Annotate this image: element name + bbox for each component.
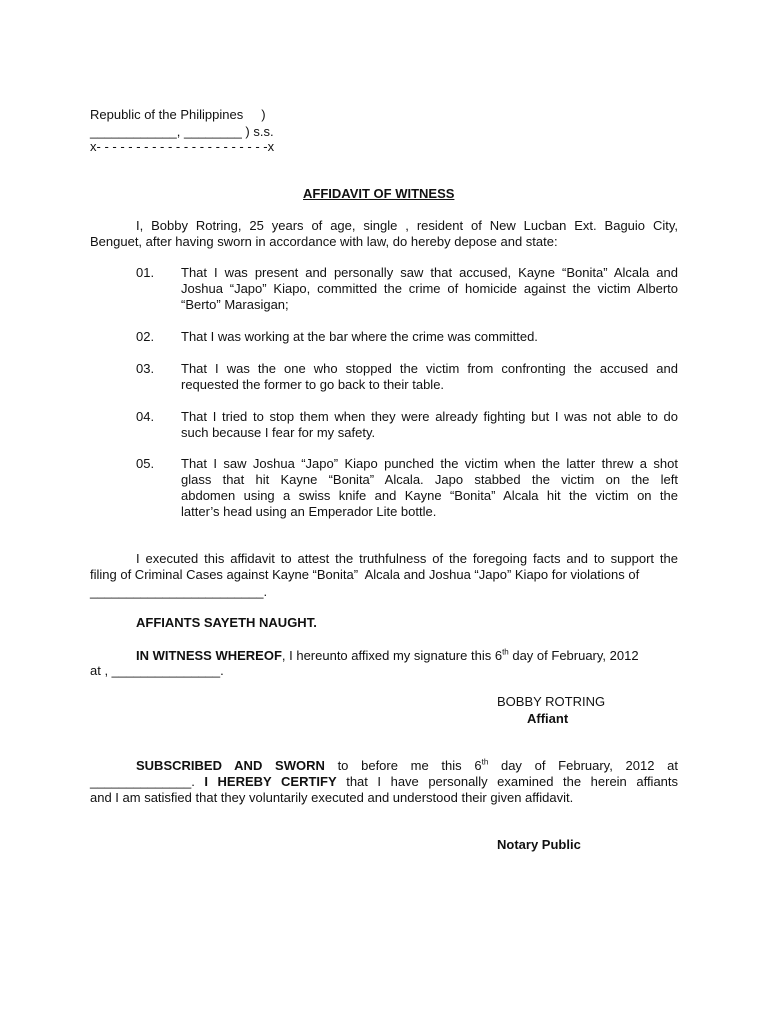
intro-line-1: I, Bobby Rotring, 25 years of age, single , resident of New Lucban Ext. Baguio City,: [136, 218, 678, 233]
item-line: requested the former to go back to their table.: [181, 377, 445, 392]
item-text: [181, 409, 678, 441]
subscribed-line-1: [136, 758, 678, 774]
executed-line-1: I executed this affidavit to attest the truthfulness of the foregoing facts and to support the: [136, 551, 678, 566]
item-line: That I tried to stop them when they were already fighting but I was not able to do: [181, 409, 678, 424]
item-line: such because I fear for my safety.: [181, 425, 376, 440]
item-line: latter’s head using an Emperador Lite bottle.: [181, 504, 437, 519]
item-line: That I was present and personally saw that accused, Kayne “Bonita” Alcala and: [181, 265, 678, 280]
item-text: [181, 456, 678, 520]
subscribed-line-2: [90, 774, 678, 790]
item-number: 04.: [136, 409, 155, 424]
executed-line-3: ________________________.: [90, 584, 268, 599]
item-line: abdomen using a swiss knife and Kayne “Bonita” Alcala hit the victim on the: [181, 488, 678, 503]
item-number: 02.: [136, 329, 155, 344]
item-line: glass that hit Kayne “Bonita” Alcala. Japo stabbed the victim on the left: [181, 472, 678, 487]
item-number: 01.: [136, 265, 155, 280]
witness-sup: th: [502, 647, 509, 657]
sayeth-naught: AFFIANTS SAYETH NAUGHT.: [136, 615, 317, 630]
affiant-name: BOBBY ROTRING: [497, 694, 606, 709]
affiant-label: Affiant: [527, 711, 569, 726]
item-line: That I was working at the bar where the crime was committed.: [181, 329, 538, 344]
item-line: Joshua “Japo” Kiapo, committed the crime of homicide against the victim Alberto: [181, 281, 678, 296]
caption-venue: ____________, ________ ) s.s.: [90, 124, 274, 139]
caption-divider: x- - - - - - - - - - - - - - - - - - - - - -x: [90, 139, 275, 154]
item-number: 03.: [136, 361, 155, 376]
certify-text: that I have personally examined the herein affiants: [336, 774, 679, 789]
item-text: [181, 265, 678, 313]
item-text: [181, 361, 678, 393]
item-number: 05.: [136, 456, 155, 471]
executed-line-2: filing of Criminal Cases against Kayne “Bonita” Alcala and Joshua “Japo” Kiapo for violations of: [90, 567, 640, 582]
document-title: AFFIDAVIT OF WITNESS: [303, 186, 455, 201]
subscribed-line-3: and I am satisfied that they voluntarily executed and understood their given affidavit.: [90, 790, 574, 805]
subscribed-sup: th: [481, 757, 489, 767]
notary-public-label: Notary Public: [497, 837, 581, 852]
subscribed-text-b: day of February, 2012 at: [488, 758, 678, 773]
witness-text: , I hereunto affixed my signature this 6: [281, 648, 503, 663]
intro-line-2: Benguet, after having sworn in accordance with law, do hereby depose and state:: [90, 234, 558, 249]
item-line: That I saw Joshua “Japo” Kiapo punched the victim when the latter threw a shot: [181, 456, 678, 471]
caption-republic: Republic of the Philippines ): [90, 107, 266, 122]
witness-text-2: day of February, 2012: [508, 648, 639, 663]
certify-bold: I HEREBY CERTIFY: [204, 774, 337, 789]
item-text: [181, 329, 678, 345]
item-line: “Berto” Marasigan;: [181, 297, 289, 312]
item-line: That I was the one who stopped the victim from confronting the accused and: [181, 361, 678, 376]
subscribed-bold: SUBSCRIBED AND SWORN: [136, 758, 325, 773]
witness-line-2: at , _______________.: [90, 663, 224, 678]
subscribed-blank: ______________.: [90, 774, 205, 789]
witness-line-1: [136, 648, 639, 664]
subscribed-text: to before me this 6: [324, 758, 482, 773]
witness-bold: IN WITNESS WHEREOF: [136, 648, 282, 663]
